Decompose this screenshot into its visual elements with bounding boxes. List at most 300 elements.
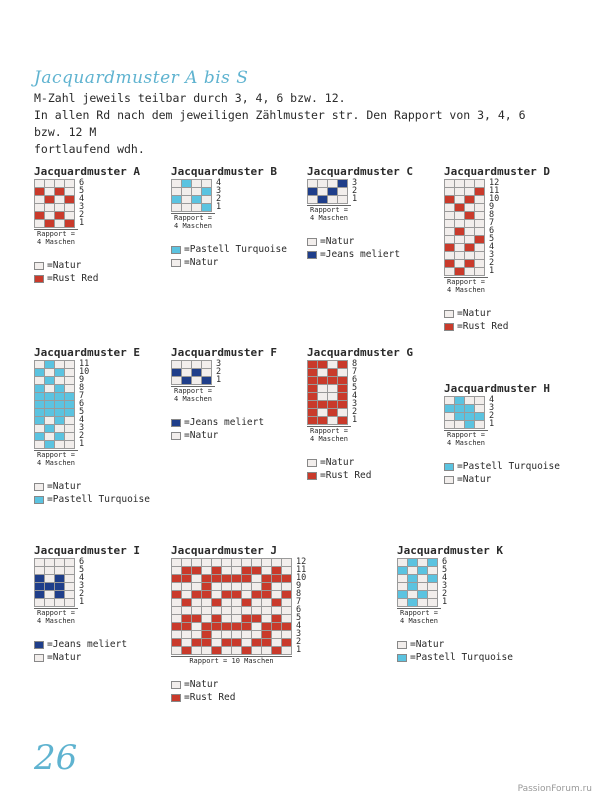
- row-number: 3: [489, 250, 495, 260]
- chart-row: [444, 404, 484, 412]
- stitch-cell: [64, 219, 75, 228]
- legend-equals: =: [457, 474, 463, 485]
- chart-legend: [34, 259, 99, 285]
- legend-label: Natur: [189, 679, 219, 690]
- chart-row: [397, 590, 437, 598]
- chart-row: [34, 440, 74, 448]
- row-number: 4: [216, 178, 222, 188]
- legend-swatch: [171, 681, 181, 689]
- rapport-line-2: 4 Maschen: [310, 214, 348, 222]
- row-number: 4: [79, 194, 85, 204]
- chart-title: Jacquardmuster K: [397, 544, 503, 557]
- stitch-cell: [427, 598, 438, 607]
- row-number: 1: [489, 419, 495, 429]
- stitch-cell: [337, 416, 348, 425]
- chart-title: Jacquardmuster A: [34, 165, 140, 178]
- chart-row: [444, 219, 484, 227]
- legend-swatch: [444, 463, 454, 471]
- legend-label: Rust Red: [462, 321, 509, 332]
- row-number: 2: [216, 367, 222, 377]
- chart-grid: [444, 179, 484, 275]
- watermark: PassionForum.ru: [517, 784, 592, 794]
- row-number: 10: [296, 573, 307, 583]
- rapport-line-2: 4 Maschen: [174, 222, 212, 230]
- chart-row: [171, 558, 291, 566]
- chart-row: [34, 582, 74, 590]
- legend-equals: =: [47, 273, 53, 284]
- chart-row: [34, 400, 74, 408]
- chart-title: Jacquardmuster D: [444, 165, 550, 178]
- stitch-cell: [201, 376, 212, 385]
- legend-equals: =: [184, 430, 190, 441]
- row-number: 3: [79, 202, 85, 212]
- row-number: 7: [79, 391, 85, 401]
- chart-row: [34, 384, 74, 392]
- rapport-label: [171, 213, 215, 230]
- chart-row: [171, 590, 291, 598]
- rapport-label: [307, 205, 351, 222]
- chart-row: [34, 219, 74, 227]
- row-number: 4: [489, 395, 495, 405]
- chart-row: [171, 622, 291, 630]
- chart-row: [444, 396, 484, 404]
- chart-row: [397, 582, 437, 590]
- row-number: 5: [489, 234, 495, 244]
- rapport-line-1: Rapport =: [310, 206, 348, 214]
- chart-legend: [307, 456, 372, 482]
- rapport-line-2: 4 Maschen: [310, 435, 348, 443]
- chart-row: [307, 368, 347, 376]
- chart-row: [171, 598, 291, 606]
- row-number: 6: [296, 605, 302, 615]
- chart-row: [444, 251, 484, 259]
- rapport-label: [34, 229, 78, 246]
- chart-legend: [307, 235, 400, 261]
- chart-row: [444, 195, 484, 203]
- row-number: 6: [79, 178, 85, 188]
- rapport-line-2: 4 Maschen: [37, 617, 75, 625]
- legend-swatch: [307, 472, 317, 480]
- row-number: 4: [79, 573, 85, 583]
- chart-title: Jacquardmuster E: [34, 346, 140, 359]
- chart-row: [34, 598, 74, 606]
- legend-item: [34, 259, 99, 272]
- row-number: 1: [79, 597, 85, 607]
- legend-swatch: [307, 251, 317, 259]
- row-number: 8: [489, 210, 495, 220]
- row-number: 3: [216, 186, 222, 196]
- chart-grid: [307, 360, 347, 424]
- chart-row: [397, 558, 437, 566]
- intro-line-1: M-Zahl jeweils teilbar durch 3, 4, 6 bzw. 12.: [34, 91, 346, 105]
- legend-label: Pastell Turquoise: [462, 461, 560, 472]
- chart-title: Jacquardmuster H: [444, 382, 550, 395]
- legend-equals: =: [457, 308, 463, 319]
- legend-item: [171, 256, 287, 269]
- chart-row: [444, 259, 484, 267]
- chart-legend: [34, 480, 150, 506]
- chart-row: [307, 376, 347, 384]
- legend-swatch: [397, 654, 407, 662]
- row-number: 6: [489, 226, 495, 236]
- legend-equals: =: [320, 457, 326, 468]
- row-number: 6: [79, 399, 85, 409]
- chart-grid: [171, 558, 291, 654]
- legend-item: [34, 493, 150, 506]
- legend-equals: =: [457, 461, 463, 472]
- legend-equals: =: [457, 321, 463, 332]
- row-number: 11: [79, 359, 90, 369]
- chart-grid: [307, 179, 347, 203]
- rapport-line-2: 4 Maschen: [37, 459, 75, 467]
- row-number: 3: [352, 399, 358, 409]
- rapport-label: [171, 656, 292, 665]
- legend-equals: =: [47, 260, 53, 271]
- stitch-cell: [201, 203, 212, 212]
- chart-row: [307, 408, 347, 416]
- chart-title: Jacquardmuster I: [34, 544, 140, 557]
- chart-row: [171, 179, 211, 187]
- chart-row: [171, 368, 211, 376]
- rapport-label: [444, 430, 488, 447]
- chart-title: Jacquardmuster G: [307, 346, 413, 359]
- stitch-cell: [281, 646, 292, 655]
- chart-legend: [171, 243, 287, 269]
- row-number: 4: [442, 573, 448, 583]
- row-number: 5: [296, 613, 302, 623]
- chart-row: [171, 646, 291, 654]
- legend-label: Rust Red: [52, 273, 99, 284]
- row-number: 5: [442, 565, 448, 575]
- rapport-label: [397, 608, 441, 625]
- row-number: 5: [79, 407, 85, 417]
- row-number: 7: [489, 218, 495, 228]
- rapport-label: [307, 426, 351, 443]
- row-number: 1: [79, 439, 85, 449]
- legend-label: Natur: [52, 652, 82, 663]
- row-number: 7: [296, 597, 302, 607]
- row-number: 5: [79, 565, 85, 575]
- legend-label: Jeans meliert: [189, 417, 265, 428]
- legend-label: Natur: [462, 308, 492, 319]
- chart-row: [171, 574, 291, 582]
- chart-grid: [397, 558, 437, 606]
- chart-row: [171, 606, 291, 614]
- chart-row: [171, 614, 291, 622]
- chart-row: [34, 368, 74, 376]
- row-number: 6: [442, 557, 448, 567]
- legend-label: Pastell Turquoise: [189, 244, 287, 255]
- legend-label: Natur: [52, 481, 82, 492]
- row-number: 7: [352, 367, 358, 377]
- chart-row: [171, 187, 211, 195]
- row-number: 12: [296, 557, 307, 567]
- chart-row: [444, 235, 484, 243]
- chart-row: [34, 203, 74, 211]
- legend-swatch: [171, 246, 181, 254]
- rapport-line-1: Rapport =: [37, 451, 75, 459]
- chart-row: [171, 630, 291, 638]
- legend-swatch: [444, 476, 454, 484]
- legend-item: [397, 651, 513, 664]
- page-number: 26: [34, 738, 78, 778]
- row-number: 3: [79, 423, 85, 433]
- legend-item: [34, 638, 127, 651]
- chart-row: [171, 203, 211, 211]
- rapport-line-2: 4 Maschen: [174, 395, 212, 403]
- row-number: 9: [489, 202, 495, 212]
- rapport-label: [444, 277, 488, 294]
- legend-item: [171, 243, 287, 256]
- row-number: 2: [489, 411, 495, 421]
- row-number: 2: [79, 589, 85, 599]
- row-number: 1: [442, 597, 448, 607]
- legend-equals: =: [410, 639, 416, 650]
- legend-swatch: [444, 323, 454, 331]
- chart-row: [171, 376, 211, 384]
- chart-row: [34, 211, 74, 219]
- row-number: 2: [442, 589, 448, 599]
- chart-row: [34, 392, 74, 400]
- rapport-line-1: Rapport =: [447, 431, 485, 439]
- legend-swatch: [34, 654, 44, 662]
- legend-item: [171, 678, 236, 691]
- legend-label: Pastell Turquoise: [52, 494, 150, 505]
- row-number: 8: [79, 383, 85, 393]
- legend-swatch: [34, 483, 44, 491]
- chart-row: [34, 590, 74, 598]
- row-number: 11: [489, 186, 500, 196]
- rapport-line-2: 4 Maschen: [447, 286, 485, 294]
- legend-label: Natur: [462, 474, 492, 485]
- chart-row: [444, 412, 484, 420]
- chart-row: [34, 195, 74, 203]
- row-number: 3: [79, 581, 85, 591]
- legend-item: [307, 235, 400, 248]
- rapport-line-2: 4 Maschen: [400, 617, 438, 625]
- rapport-line-2: 4 Maschen: [447, 439, 485, 447]
- legend-item: [171, 691, 236, 704]
- chart-row: [34, 574, 74, 582]
- chart-legend: [171, 678, 236, 704]
- chart-legend: [397, 638, 513, 664]
- row-number: 2: [352, 186, 358, 196]
- legend-equals: =: [184, 679, 190, 690]
- row-number: 1: [489, 266, 495, 276]
- legend-equals: =: [184, 417, 190, 428]
- row-number: 1: [352, 194, 358, 204]
- chart-title: Jacquardmuster J: [171, 544, 277, 557]
- chart-row: [307, 416, 347, 424]
- rapport-label: [34, 608, 78, 625]
- chart-row: [34, 432, 74, 440]
- legend-equals: =: [410, 652, 416, 663]
- chart-row: [34, 360, 74, 368]
- rapport-line-1: Rapport =: [174, 387, 212, 395]
- legend-swatch: [34, 275, 44, 283]
- row-number: 3: [216, 359, 222, 369]
- chart-row: [444, 187, 484, 195]
- chart-legend: [171, 416, 264, 442]
- rapport-line-1: Rapport = 10 Maschen: [189, 657, 274, 665]
- legend-swatch: [171, 432, 181, 440]
- row-number: 4: [79, 415, 85, 425]
- row-number: 11: [296, 565, 307, 575]
- chart-grid: [171, 360, 211, 384]
- chart-row: [171, 195, 211, 203]
- chart-row: [34, 408, 74, 416]
- legend-equals: =: [47, 494, 53, 505]
- row-number: 5: [79, 186, 85, 196]
- chart-row: [444, 420, 484, 428]
- legend-swatch: [171, 694, 181, 702]
- legend-item: [34, 272, 99, 285]
- row-number: 2: [352, 407, 358, 417]
- legend-swatch: [34, 641, 44, 649]
- legend-item: [444, 320, 509, 333]
- chart-row: [34, 187, 74, 195]
- chart-row: [307, 384, 347, 392]
- rapport-label: [171, 386, 215, 403]
- legend-item: [171, 429, 264, 442]
- legend-item: [444, 460, 560, 473]
- chart-row: [171, 582, 291, 590]
- row-number: 3: [296, 629, 302, 639]
- row-number: 12: [489, 178, 500, 188]
- chart-legend: [444, 307, 509, 333]
- legend-item: [444, 307, 509, 320]
- row-number: 1: [296, 645, 302, 655]
- legend-label: Natur: [52, 260, 82, 271]
- legend-label: Natur: [189, 430, 219, 441]
- chart-row: [171, 566, 291, 574]
- row-number: 6: [352, 375, 358, 385]
- legend-equals: =: [320, 236, 326, 247]
- legend-label: Natur: [325, 457, 355, 468]
- chart-row: [34, 179, 74, 187]
- legend-equals: =: [47, 639, 53, 650]
- chart-grid: [34, 360, 74, 448]
- row-number: 2: [489, 258, 495, 268]
- chart-row: [171, 638, 291, 646]
- row-number: 2: [79, 431, 85, 441]
- chart-title: Jacquardmuster C: [307, 165, 413, 178]
- row-number: 2: [296, 637, 302, 647]
- chart-row: [34, 424, 74, 432]
- row-number: 3: [489, 403, 495, 413]
- row-number: 1: [216, 375, 222, 385]
- legend-item: [307, 469, 372, 482]
- chart-row: [307, 400, 347, 408]
- chart-row: [444, 211, 484, 219]
- row-number: 9: [296, 581, 302, 591]
- legend-label: Natur: [325, 236, 355, 247]
- row-number: 5: [352, 383, 358, 393]
- legend-equals: =: [320, 249, 326, 260]
- row-number: 9: [79, 375, 85, 385]
- legend-item: [34, 651, 127, 664]
- legend-equals: =: [320, 470, 326, 481]
- legend-swatch: [307, 459, 317, 467]
- row-number: 10: [489, 194, 500, 204]
- legend-item: [171, 416, 264, 429]
- chart-grid: [34, 179, 74, 227]
- row-number: 3: [352, 178, 358, 188]
- row-number: 2: [79, 210, 85, 220]
- chart-title: Jacquardmuster B: [171, 165, 277, 178]
- row-number: 1: [79, 218, 85, 228]
- chart-row: [444, 203, 484, 211]
- rapport-line-1: Rapport =: [37, 609, 75, 617]
- intro-line-3: fortlaufend wdh.: [34, 142, 145, 156]
- intro-text: [34, 90, 554, 158]
- legend-label: Pastell Turquoise: [415, 652, 513, 663]
- legend-equals: =: [47, 481, 53, 492]
- legend-swatch: [307, 238, 317, 246]
- chart-legend: [34, 638, 127, 664]
- legend-label: Jeans meliert: [325, 249, 401, 260]
- intro-line-2: In allen Rd nach dem jeweiligen Zählmuster str. Den Rapport von 3, 4, 6 bzw. 12 M: [34, 108, 526, 139]
- chart-row: [171, 360, 211, 368]
- row-number: 8: [352, 359, 358, 369]
- chart-row: [397, 574, 437, 582]
- page-title: Jacquardmuster A bis S: [34, 68, 249, 88]
- legend-label: Natur: [189, 257, 219, 268]
- legend-label: Rust Red: [189, 692, 236, 703]
- chart-grid: [34, 558, 74, 606]
- chart-grid: [171, 179, 211, 211]
- legend-swatch: [444, 310, 454, 318]
- chart-row: [397, 598, 437, 606]
- stitch-cell: [64, 598, 75, 607]
- chart-row: [307, 195, 347, 203]
- legend-item: [307, 456, 372, 469]
- chart-row: [444, 243, 484, 251]
- rapport-line-1: Rapport =: [447, 278, 485, 286]
- legend-item: [397, 638, 513, 651]
- chart-row: [307, 187, 347, 195]
- legend-equals: =: [184, 692, 190, 703]
- legend-swatch: [171, 419, 181, 427]
- row-number: 1: [216, 202, 222, 212]
- chart-row: [444, 227, 484, 235]
- legend-label: Jeans meliert: [52, 639, 128, 650]
- legend-label: Natur: [415, 639, 445, 650]
- chart-row: [444, 179, 484, 187]
- legend-swatch: [397, 641, 407, 649]
- row-number: 2: [216, 194, 222, 204]
- legend-equals: =: [47, 652, 53, 663]
- rapport-line-2: 4 Maschen: [37, 238, 75, 246]
- row-number: 4: [489, 242, 495, 252]
- chart-legend: [444, 460, 560, 486]
- row-number: 4: [352, 391, 358, 401]
- chart-row: [34, 416, 74, 424]
- stitch-cell: [337, 195, 348, 204]
- legend-swatch: [171, 259, 181, 267]
- chart-row: [34, 376, 74, 384]
- row-number: 1: [352, 415, 358, 425]
- legend-item: [444, 473, 560, 486]
- chart-row: [307, 360, 347, 368]
- stitch-cell: [474, 420, 485, 429]
- legend-item: [307, 248, 400, 261]
- legend-label: Rust Red: [325, 470, 372, 481]
- chart-row: [444, 267, 484, 275]
- chart-row: [307, 179, 347, 187]
- legend-equals: =: [184, 244, 190, 255]
- stitch-cell: [64, 440, 75, 449]
